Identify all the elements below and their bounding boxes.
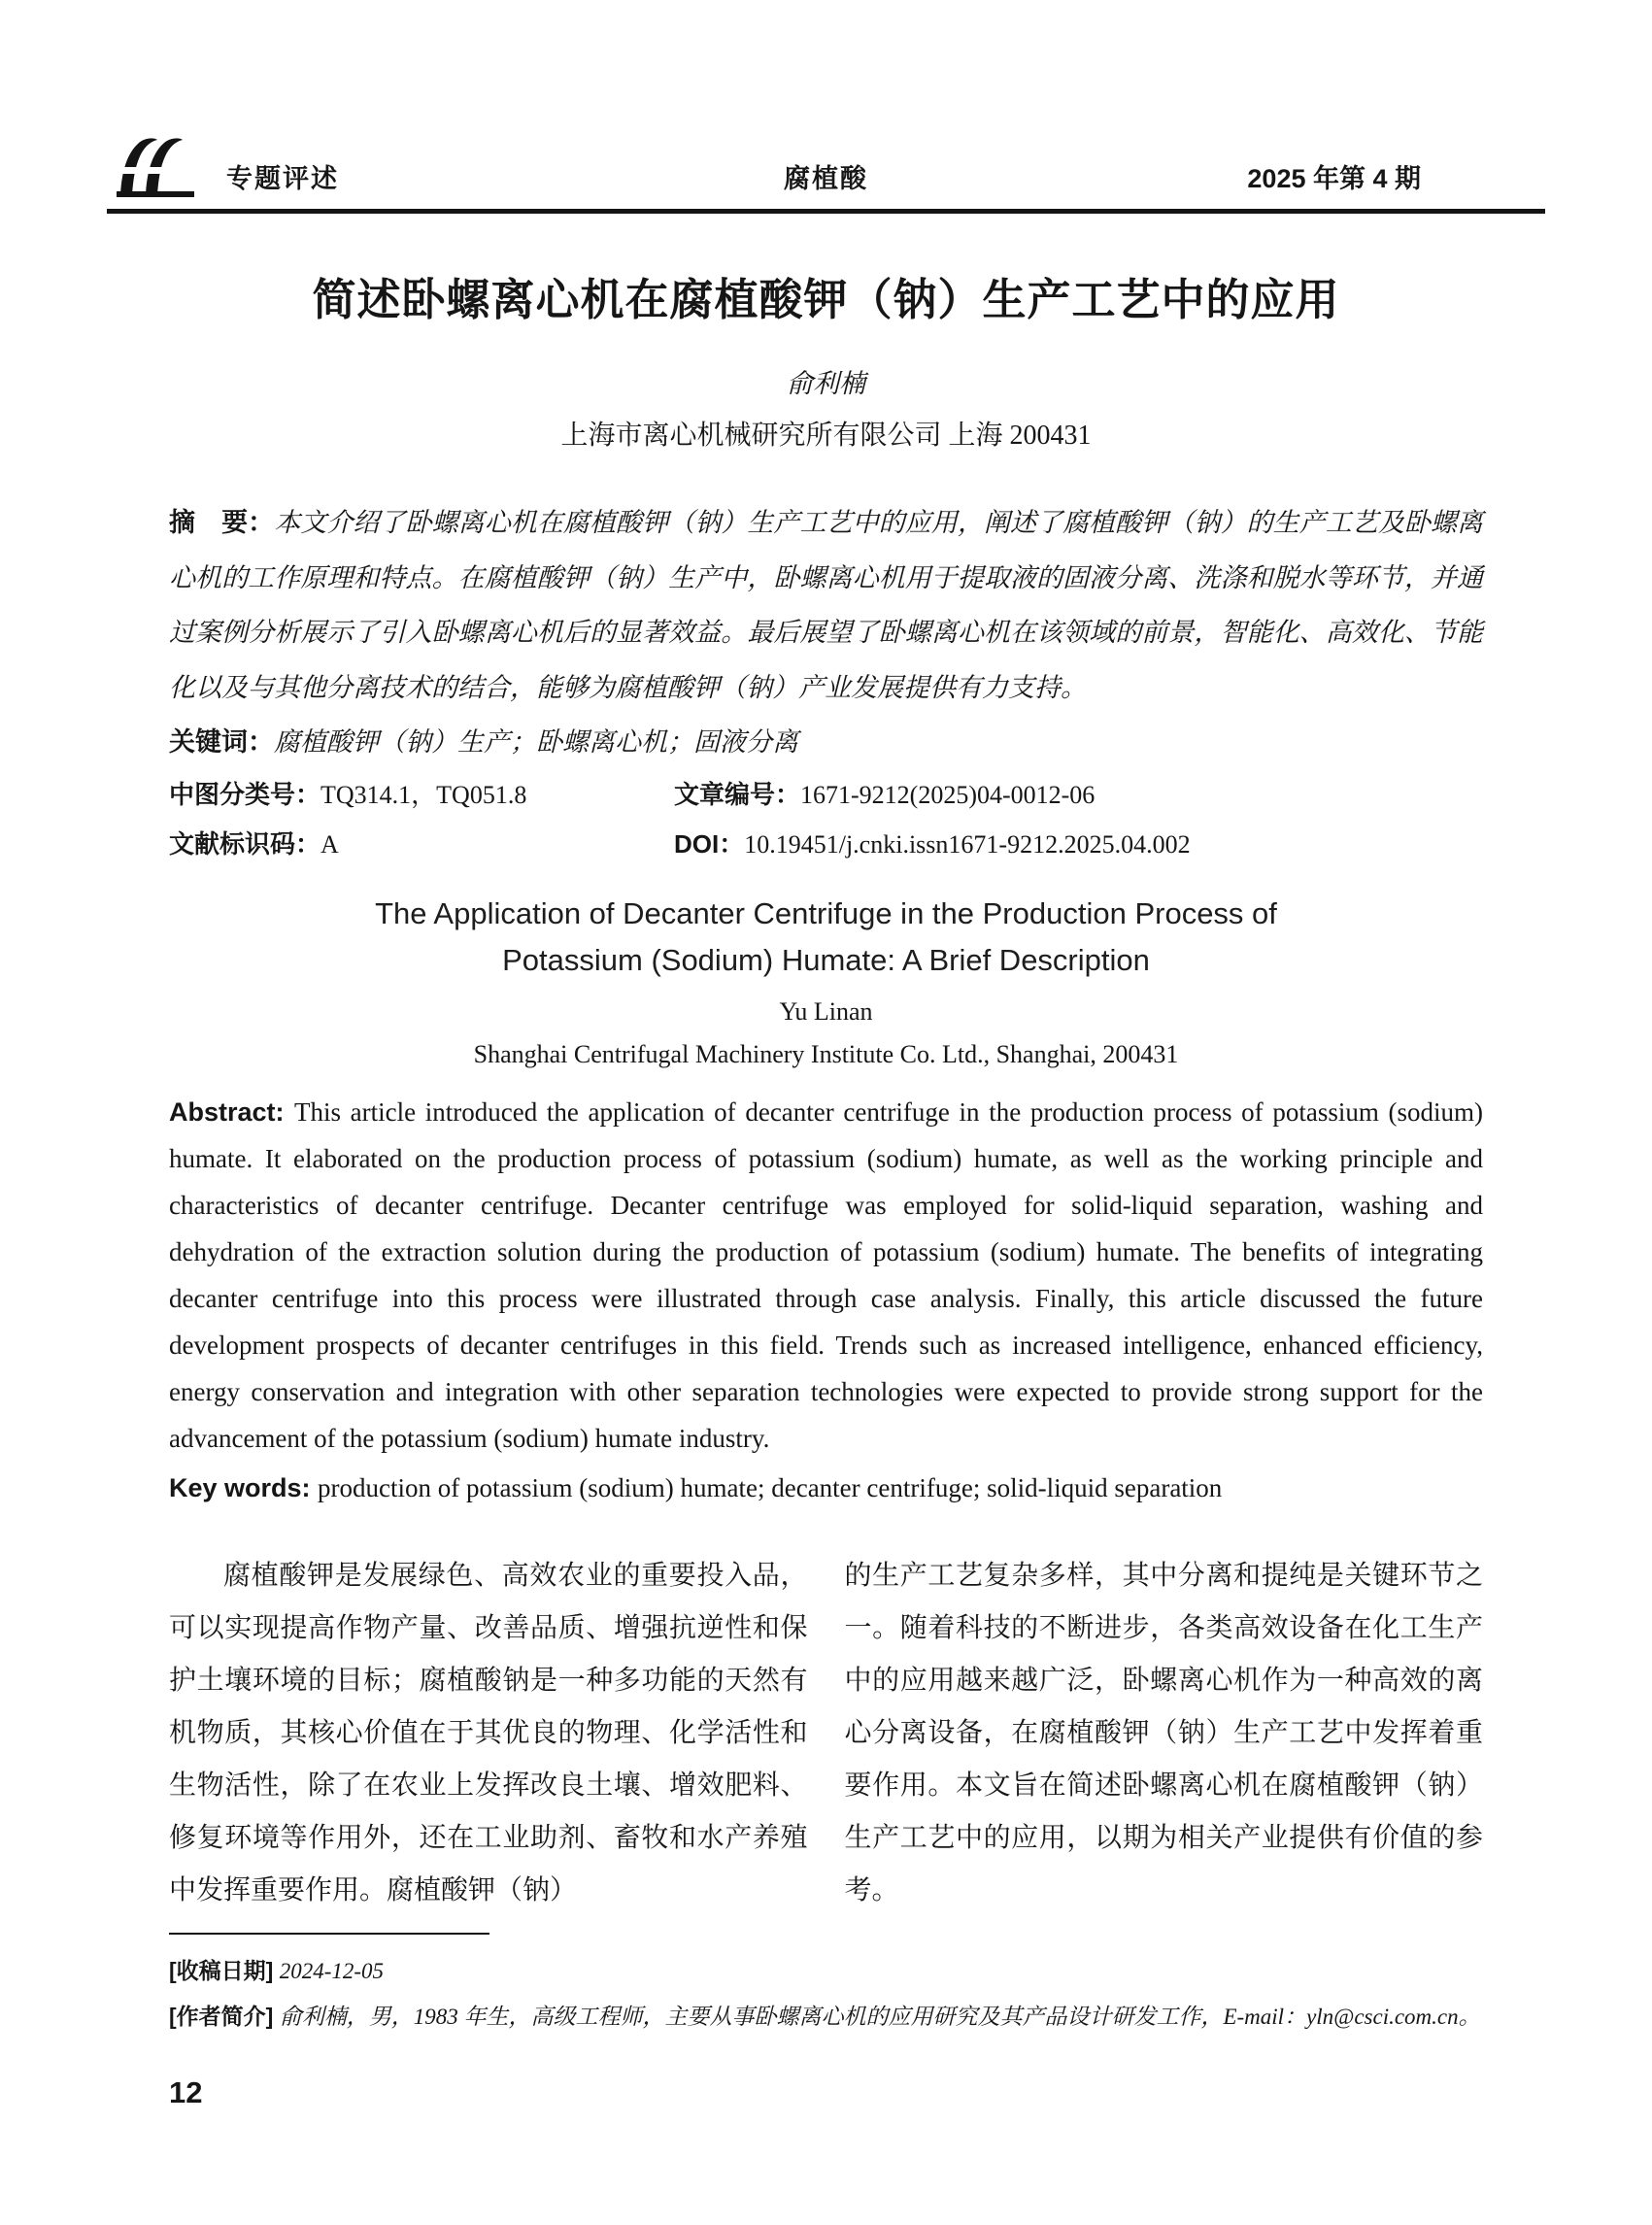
english-abstract-text: This article introduced the application of decanter centrifuge in the production process of potassium (sodium) humate. It elaborated on the production process of potassium (sodium) humate, as well as the working principle and characteristics of decanter centrifuge. Decanter centrifuge was employed for solid-liquid separation, washing and dehydration of the extraction solution during the production of potassium (sodium) humate. The benefits of integrating decanter centrifuge into this process were illustrated through case analysis. Finally, this article discussed the future development prospects of decanter centrifuges in this field. Trends such as increased intelligence, enhanced efficiency, energy conservation and integration with other separation technologies were expected to provide strong support for the advancement of the potassium (sodium) humate industry. <box>169 1096 1483 1454</box>
doi-value: 10.19451/j.cnki.issn1671-9212.2025.04.002 <box>744 830 1191 860</box>
author-bio-line <box>169 1994 1483 2040</box>
chinese-abstract-block <box>169 495 1483 865</box>
abstract-paragraph <box>169 495 1483 716</box>
keywords-text: 腐植酸钾（钠）生产；卧螺离心机；固液分离 <box>274 726 798 757</box>
author-name: 俞利楠 <box>787 369 865 398</box>
english-title-line1: The Application of Decanter Centrifuge in the Production Process of <box>375 895 1277 930</box>
body-right-column <box>845 1550 1484 1917</box>
page-header <box>107 144 1545 214</box>
english-keywords-paragraph <box>169 1467 1483 1509</box>
english-keywords-label: Key words: <box>169 1473 319 1503</box>
body-right-paragraph: 的生产工艺复杂多样，其中分离和提纯是关键环节之一。随着科技的不断进步，各类高效设备在化工生产中的应用越来越广泛，卧螺离心机作为一种高效的离心分离设备，在腐植酸钾（钠）生产工艺中发挥着重要作用。本文旨在简述卧螺离心机在腐植酸钾（钠）生产工艺中的应用，以期为相关产业提供有价值的参考。 <box>844 1561 1483 1906</box>
doc-code-item <box>169 825 674 864</box>
body-left-column <box>169 1550 808 1917</box>
clc-label: 中图分类号： <box>169 780 321 809</box>
doi-label: DOI： <box>674 829 745 860</box>
author-affiliation: 上海市离心机械研究所有限公司 上海 200431 <box>560 421 1092 451</box>
doi-item <box>674 825 1483 864</box>
english-title-line2: Potassium (Sodium) Humate: A Brief Description <box>502 942 1150 977</box>
clc-item <box>169 775 674 815</box>
english-author: Yu Linan <box>779 996 873 1026</box>
english-title <box>169 891 1483 984</box>
article-number-value: 1671-9212(2025)04-0012-06 <box>800 781 1096 809</box>
english-affiliation: Shanghai Centrifugal Machinery Institute Co. Ltd., Shanghai, 200431 <box>473 1039 1179 1068</box>
clc-value: TQ314.1，TQ051.8 <box>320 781 527 809</box>
abstract-text: 本文介绍了卧螺离心机在腐植酸钾（钠）生产工艺中的应用，阐述了腐植酸钾（钠）的生产工艺及卧螺离心机的工作原理和特点。在腐植酸钾（钠）生产中，卧螺离心机用于提取液的固液分离、洗涤和脱水等环节，并通过案例分析展示了引入卧螺离心机后的显著效益。最后展望了卧螺离心机在该领域的前景，智能化、高效化、节能化以及与其他分离技术的结合，能够为腐植酸钾（钠）产业发展提供有力支持。 <box>169 508 1484 703</box>
header-issue-label: 2025 年第 4 期 <box>1247 164 1421 193</box>
footnote-block <box>169 1933 1483 2040</box>
author-bio-label: [作者简介] <box>169 2004 280 2030</box>
keywords-label: 关键词： <box>169 726 274 757</box>
article-meta <box>169 775 1483 865</box>
header-journal-name: 腐植酸 <box>784 164 868 193</box>
journal-logo-icon <box>107 137 199 199</box>
english-block <box>169 891 1483 1510</box>
english-keywords-text: production of potassium (sodium) humate; decanter centrifuge; solid-liquid separation <box>318 1473 1223 1503</box>
header-section-label: 专题评述 <box>226 164 339 193</box>
footnote-divider <box>169 1933 489 1935</box>
page-number: 12 <box>169 2075 203 2109</box>
article-number-item <box>674 775 1483 815</box>
received-date-value: 2024-12-05 <box>279 1959 385 1984</box>
body-columns <box>169 1550 1483 1917</box>
doc-code-value: A <box>320 830 339 860</box>
doc-code-label: 文献标识码： <box>169 829 321 860</box>
article-number-label: 文章编号： <box>674 780 801 809</box>
received-date-label: [收稿日期] <box>169 1958 280 1984</box>
body-left-paragraph: 腐植酸钾是发展绿色、高效农业的重要投入品，可以实现提高作物产量、改善品质、增强抗逆性和保护土壤环境的目标；腐植酸钠是一种多功能的天然有机物质，其核心价值在于其优良的物理、化学活性和生物活性，除了在农业上发挥改良土壤、增效肥料、修复环境等作用外，还在工业助剂、畜牧和水产养殖中发挥重要作用。腐植酸钾（钠） <box>169 1561 808 1906</box>
english-abstract-paragraph <box>169 1089 1483 1462</box>
author-bio-value: 俞利楠，男，1983 年生，高级工程师，主要从事卧螺离心机的应用研究及其产品设计研发工作，E-mail：yln@csci.com.cn。 <box>279 2005 1481 2030</box>
keywords-paragraph <box>169 720 1483 765</box>
english-abstract-label: Abstract: <box>169 1096 294 1127</box>
abstract-label: 摘 要： <box>169 508 275 537</box>
article-title: 简述卧螺离心机在腐植酸钾（钠）生产工艺中的应用 <box>312 275 1340 324</box>
received-date-line <box>169 1948 1483 1994</box>
